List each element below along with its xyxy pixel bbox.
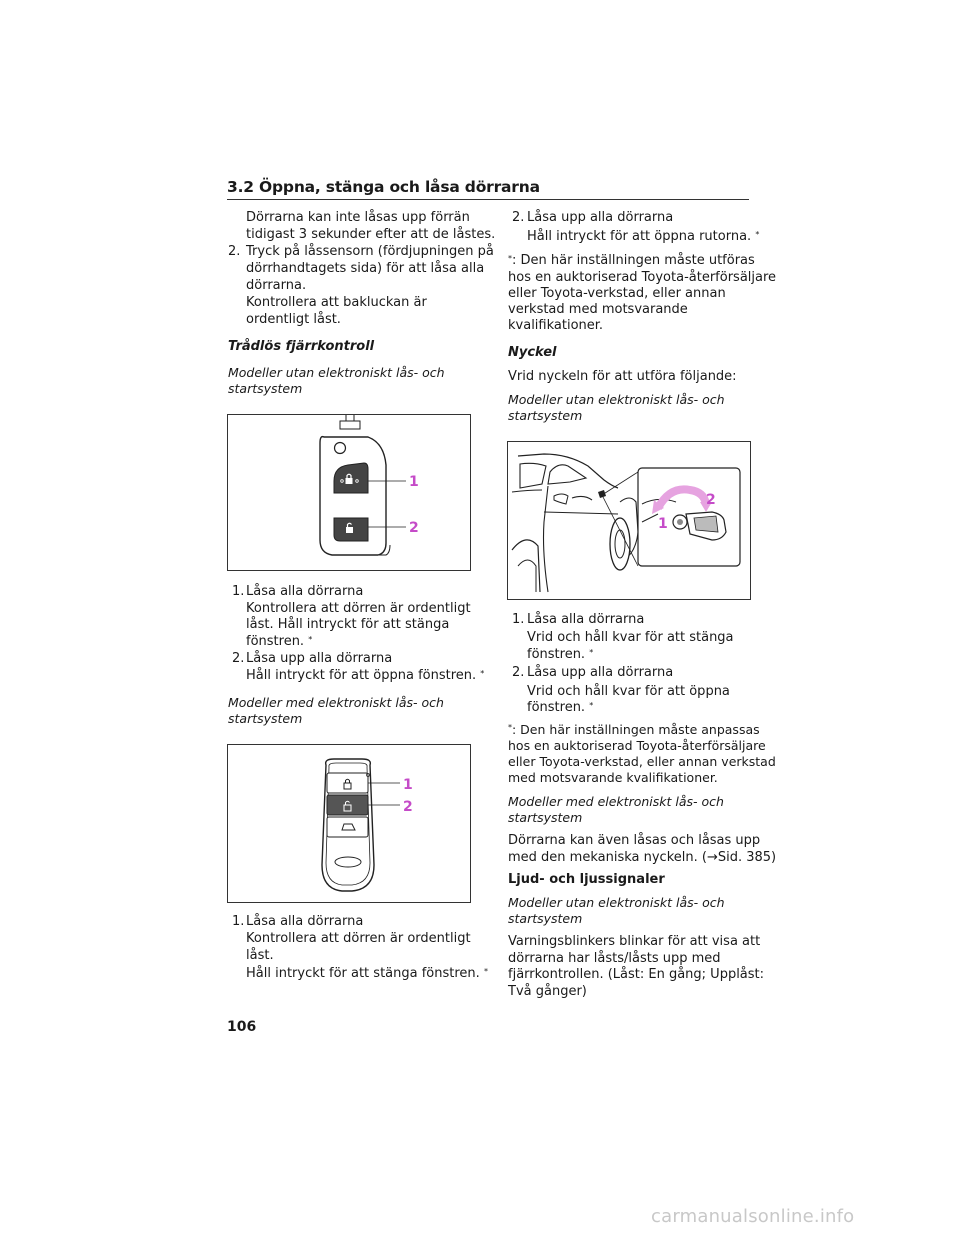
step2-number: 2. xyxy=(228,244,241,259)
step2-note-1: Kontrollera att bakluckan är xyxy=(246,295,427,310)
section-rule xyxy=(227,199,749,200)
footnote-marker: * xyxy=(508,723,512,732)
footnote-1-line-5: kvalifikationer. xyxy=(508,318,604,333)
a-step1-desc-3 xyxy=(246,634,312,650)
callout-2: 2 xyxy=(403,799,413,815)
subheading-1-line-2: startsystem xyxy=(228,381,303,396)
a-step1-desc-2: låst. Håll intryckt för att stänga xyxy=(246,617,450,632)
a-step2-title: Låsa upp alla dörrarna xyxy=(246,651,393,666)
intro-line-2: tidigast 3 sekunder efter att de låstes. xyxy=(246,227,496,242)
b-step1-desc-2: låst. xyxy=(246,948,274,963)
subheading-5-line-1: Modeller utan elektroniskt lås- och xyxy=(508,895,725,910)
a-step1-number: 1. xyxy=(232,584,245,599)
k-step1-desc-2 xyxy=(527,647,593,663)
section-title: 3.2 Öppna, stänga och låsa dörrarna xyxy=(227,178,540,196)
subheading-3-line-2: startsystem xyxy=(508,408,583,423)
remote-smart-key-illustration xyxy=(228,745,470,902)
figure-remote-flip-key xyxy=(227,414,471,571)
callout-2: 2 xyxy=(706,492,716,508)
footnote-marker: * xyxy=(483,967,488,976)
callout-2: 2 xyxy=(409,520,419,536)
subheading-2-line-1: Modeller med elektroniskt lås- och xyxy=(228,695,444,710)
page-number: 106 xyxy=(227,1019,257,1035)
heading-signals: Ljud- och ljussignaler xyxy=(508,872,665,887)
k-step2-desc-1: Vrid och håll kvar för att öppna xyxy=(527,684,730,699)
r-step2-title: Låsa upp alla dörrarna xyxy=(527,210,674,225)
callout-1: 1 xyxy=(658,516,668,532)
signals-line-4: Två gånger) xyxy=(508,984,587,999)
a-step1-desc-1: Kontrollera att dörren är ordentligt xyxy=(246,601,471,616)
a-step2-desc-1 xyxy=(246,668,484,684)
k-step2-desc-2-text: fönstren. xyxy=(527,700,586,715)
a-step1-title: Låsa alla dörrarna xyxy=(246,584,364,599)
r-step2-desc-1 xyxy=(527,229,759,245)
b-step1-number: 1. xyxy=(232,914,245,929)
k-step1-title: Låsa alla dörrarna xyxy=(527,612,645,627)
subheading-1-line-1: Modeller utan elektroniskt lås- och xyxy=(228,365,445,380)
door-key-illustration xyxy=(508,442,750,599)
step2-line-3: dörrarna. xyxy=(246,278,307,293)
step2-note-2: ordentligt låst. xyxy=(246,312,341,327)
callout-1: 1 xyxy=(409,474,419,490)
figure-mechanical-key xyxy=(507,441,751,600)
mech-line-1: Dörrarna kan även låsas och låsas upp xyxy=(508,833,761,848)
footnote-1-line-2: hos en auktoriserad Toyota-återförsäljare xyxy=(508,270,777,285)
signals-line-3: fjärrkontrollen. (Låst: En gång; Upplåst: xyxy=(508,967,765,982)
footnote-2-line-2: hos en auktoriserad Toyota-återförsäljare xyxy=(508,738,766,753)
b-step1-desc-1: Kontrollera att dörren är ordentligt xyxy=(246,931,471,946)
watermark: carmanualsonline.info xyxy=(651,1206,855,1227)
k-step1-number: 1. xyxy=(512,612,525,627)
b-step1-desc-3 xyxy=(246,966,488,982)
callout-1: 1 xyxy=(403,777,413,793)
k-step1-desc-2-text: fönstren. xyxy=(527,647,586,662)
heading-key: Nyckel xyxy=(508,345,557,360)
heading-remote: Trådlös fjärrkontroll xyxy=(228,339,375,354)
footnote-marker: * xyxy=(755,230,760,239)
a-step1-desc-3-text: fönstren. xyxy=(246,634,305,649)
footnote-marker: * xyxy=(589,648,594,657)
b-step1-title: Låsa alla dörrarna xyxy=(246,914,364,929)
footnote-2-line-4: med motsvarande kvalifikationer. xyxy=(508,770,718,785)
subheading-4-line-1: Modeller med elektroniskt lås- och xyxy=(508,794,724,809)
footnote-1-line-3: eller Toyota-verkstad, eller annan xyxy=(508,286,726,301)
r-step2-number: 2. xyxy=(512,210,525,225)
footnote-1-line-4: verkstad med motsvarande xyxy=(508,302,688,317)
step2-line-2: dörrhandtagets sida) för att låsa alla xyxy=(246,261,485,276)
footnote-marker: * xyxy=(589,701,594,710)
footnote-1-line-1-text: : Den här inställningen måste utföras xyxy=(512,253,755,268)
signals-line-1: Varningsblinkers blinkar för att visa att xyxy=(508,934,761,949)
footnote-marker: * xyxy=(480,669,485,678)
figure-remote-smart-key xyxy=(227,744,471,903)
k-step2-number: 2. xyxy=(512,665,525,680)
footnote-marker: * xyxy=(508,254,512,263)
footnote-2-line-1 xyxy=(508,722,760,738)
subheading-5-line-2: startsystem xyxy=(508,911,583,926)
footnote-2-line-3: eller Toyota-verkstad, eller annan verkstad xyxy=(508,754,776,769)
r-step2-desc-1-text: Håll intryckt för att öppna rutorna. xyxy=(527,229,752,244)
key-intro: Vrid nyckeln för att utföra följande: xyxy=(508,369,737,384)
remote-flip-key-illustration xyxy=(228,415,470,570)
intro-line-1: Dörrarna kan inte låsas upp förrän xyxy=(246,210,470,225)
subheading-2-line-2: startsystem xyxy=(228,711,303,726)
signals-line-2: dörrarna har låsts/låsts upp med xyxy=(508,951,721,966)
subheading-4-line-2: startsystem xyxy=(508,810,583,825)
a-step2-desc-1-text: Håll intryckt för att öppna fönstren. xyxy=(246,668,477,683)
footnote-2-line-1-text: : Den här inställningen måste anpassas xyxy=(512,722,760,737)
b-step1-desc-3-text: Håll intryckt för att stänga fönstren. xyxy=(246,966,480,981)
k-step2-desc-2 xyxy=(527,700,593,716)
footnote-1-line-1 xyxy=(508,253,755,269)
mech-line-2: med den mekaniska nyckeln. (→Sid. 385) xyxy=(508,850,777,865)
step2-line-1: Tryck på låssensorn (fördjupningen på xyxy=(246,244,494,259)
k-step1-desc-1: Vrid och håll kvar för att stänga xyxy=(527,630,734,645)
subheading-3-line-1: Modeller utan elektroniskt lås- och xyxy=(508,392,725,407)
footnote-marker: * xyxy=(308,635,313,644)
k-step2-title: Låsa upp alla dörrarna xyxy=(527,665,674,680)
a-step2-number: 2. xyxy=(232,651,245,666)
